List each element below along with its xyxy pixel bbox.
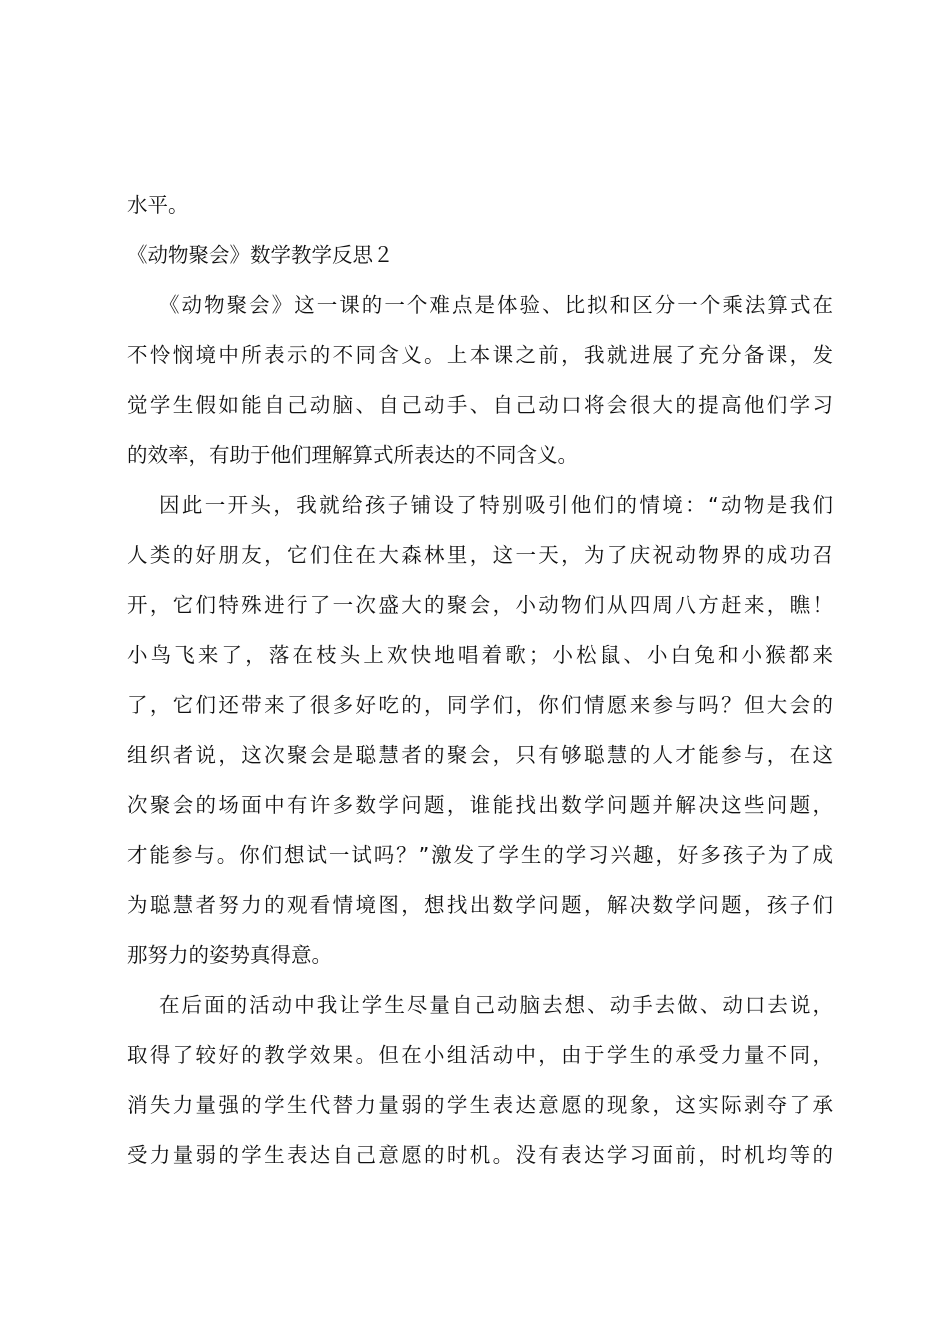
paragraph-line: 因此一开头，我就给孩子铺设了特别吸引他们的情境：“动物是我们 xyxy=(159,493,833,517)
paragraph-line: 觉学生假如能自己动脑、自己动手、自己动口将会很大的提高他们学习 xyxy=(127,393,833,417)
document-body xyxy=(127,180,833,1180)
paragraph-line: 消失力量强的学生代替力量弱的学生表达意愿的现象，这实际剥夺了承 xyxy=(127,1093,833,1117)
paragraph-line: 次聚会的场面中有许多数学问题，谁能找出数学问题并解决这些问题， xyxy=(127,793,833,817)
paragraph-line: 取得了较好的教学效果。但在小组活动中，由于学生的承受力量不同， xyxy=(127,1043,833,1067)
paragraph-line: 组织者说，这次聚会是聪慧者的聚会，只有够聪慧的人才能参与，在这 xyxy=(127,743,833,767)
paragraph-3 xyxy=(127,980,833,1180)
fragment-line: 水平。 xyxy=(127,193,189,217)
paragraph-line: 为聪慧者努力的观看情境图，想找出数学问题，解决数学问题，孩子们 xyxy=(127,893,833,917)
paragraph-line: 的效率，有助于他们理解算式所表达的不同含义。 xyxy=(127,443,578,467)
paragraph-2 xyxy=(127,480,833,980)
paragraph-line: 了，它们还带来了很多好吃的，同学们，你们情愿来参与吗？但大会的 xyxy=(127,693,833,717)
paragraph-line: 小鸟飞来了，落在枝头上欢快地唱着歌；小松鼠、小白兔和小猴都来 xyxy=(127,643,833,667)
paragraph-line: 不怜悯境中所表示的不同含义。上本课之前，我就进展了充分备课，发 xyxy=(127,343,833,367)
paragraph-line: 开，它们特殊进行了一次盛大的聚会，小动物们从四周八方赶来，瞧！ xyxy=(127,593,833,617)
section-heading xyxy=(127,230,833,280)
paragraph-line: 《动物聚会》这一课的一个难点是体验、比拟和区分一个乘法算式在 xyxy=(159,293,833,317)
paragraph-line: 那努力的姿势真得意。 xyxy=(127,943,332,967)
paragraph-line: 人类的好朋友，它们住在大森林里，这一天，为了庆祝动物界的成功召 xyxy=(127,543,833,567)
section-heading-text: 《动物聚会》数学教学反思２ xyxy=(127,243,394,267)
paragraph-line: 受力量弱的学生表达自己意愿的时机。没有表达学习面前，时机均等的 xyxy=(127,1143,833,1167)
paragraph-line: 在后面的活动中我让学生尽量自己动脑去想、动手去做、动口去说， xyxy=(159,993,833,1017)
paragraph-1 xyxy=(127,280,833,480)
paragraph-line: 才能参与。你们想试一试吗？”激发了学生的学习兴趣，好多孩子为了成 xyxy=(127,843,833,867)
